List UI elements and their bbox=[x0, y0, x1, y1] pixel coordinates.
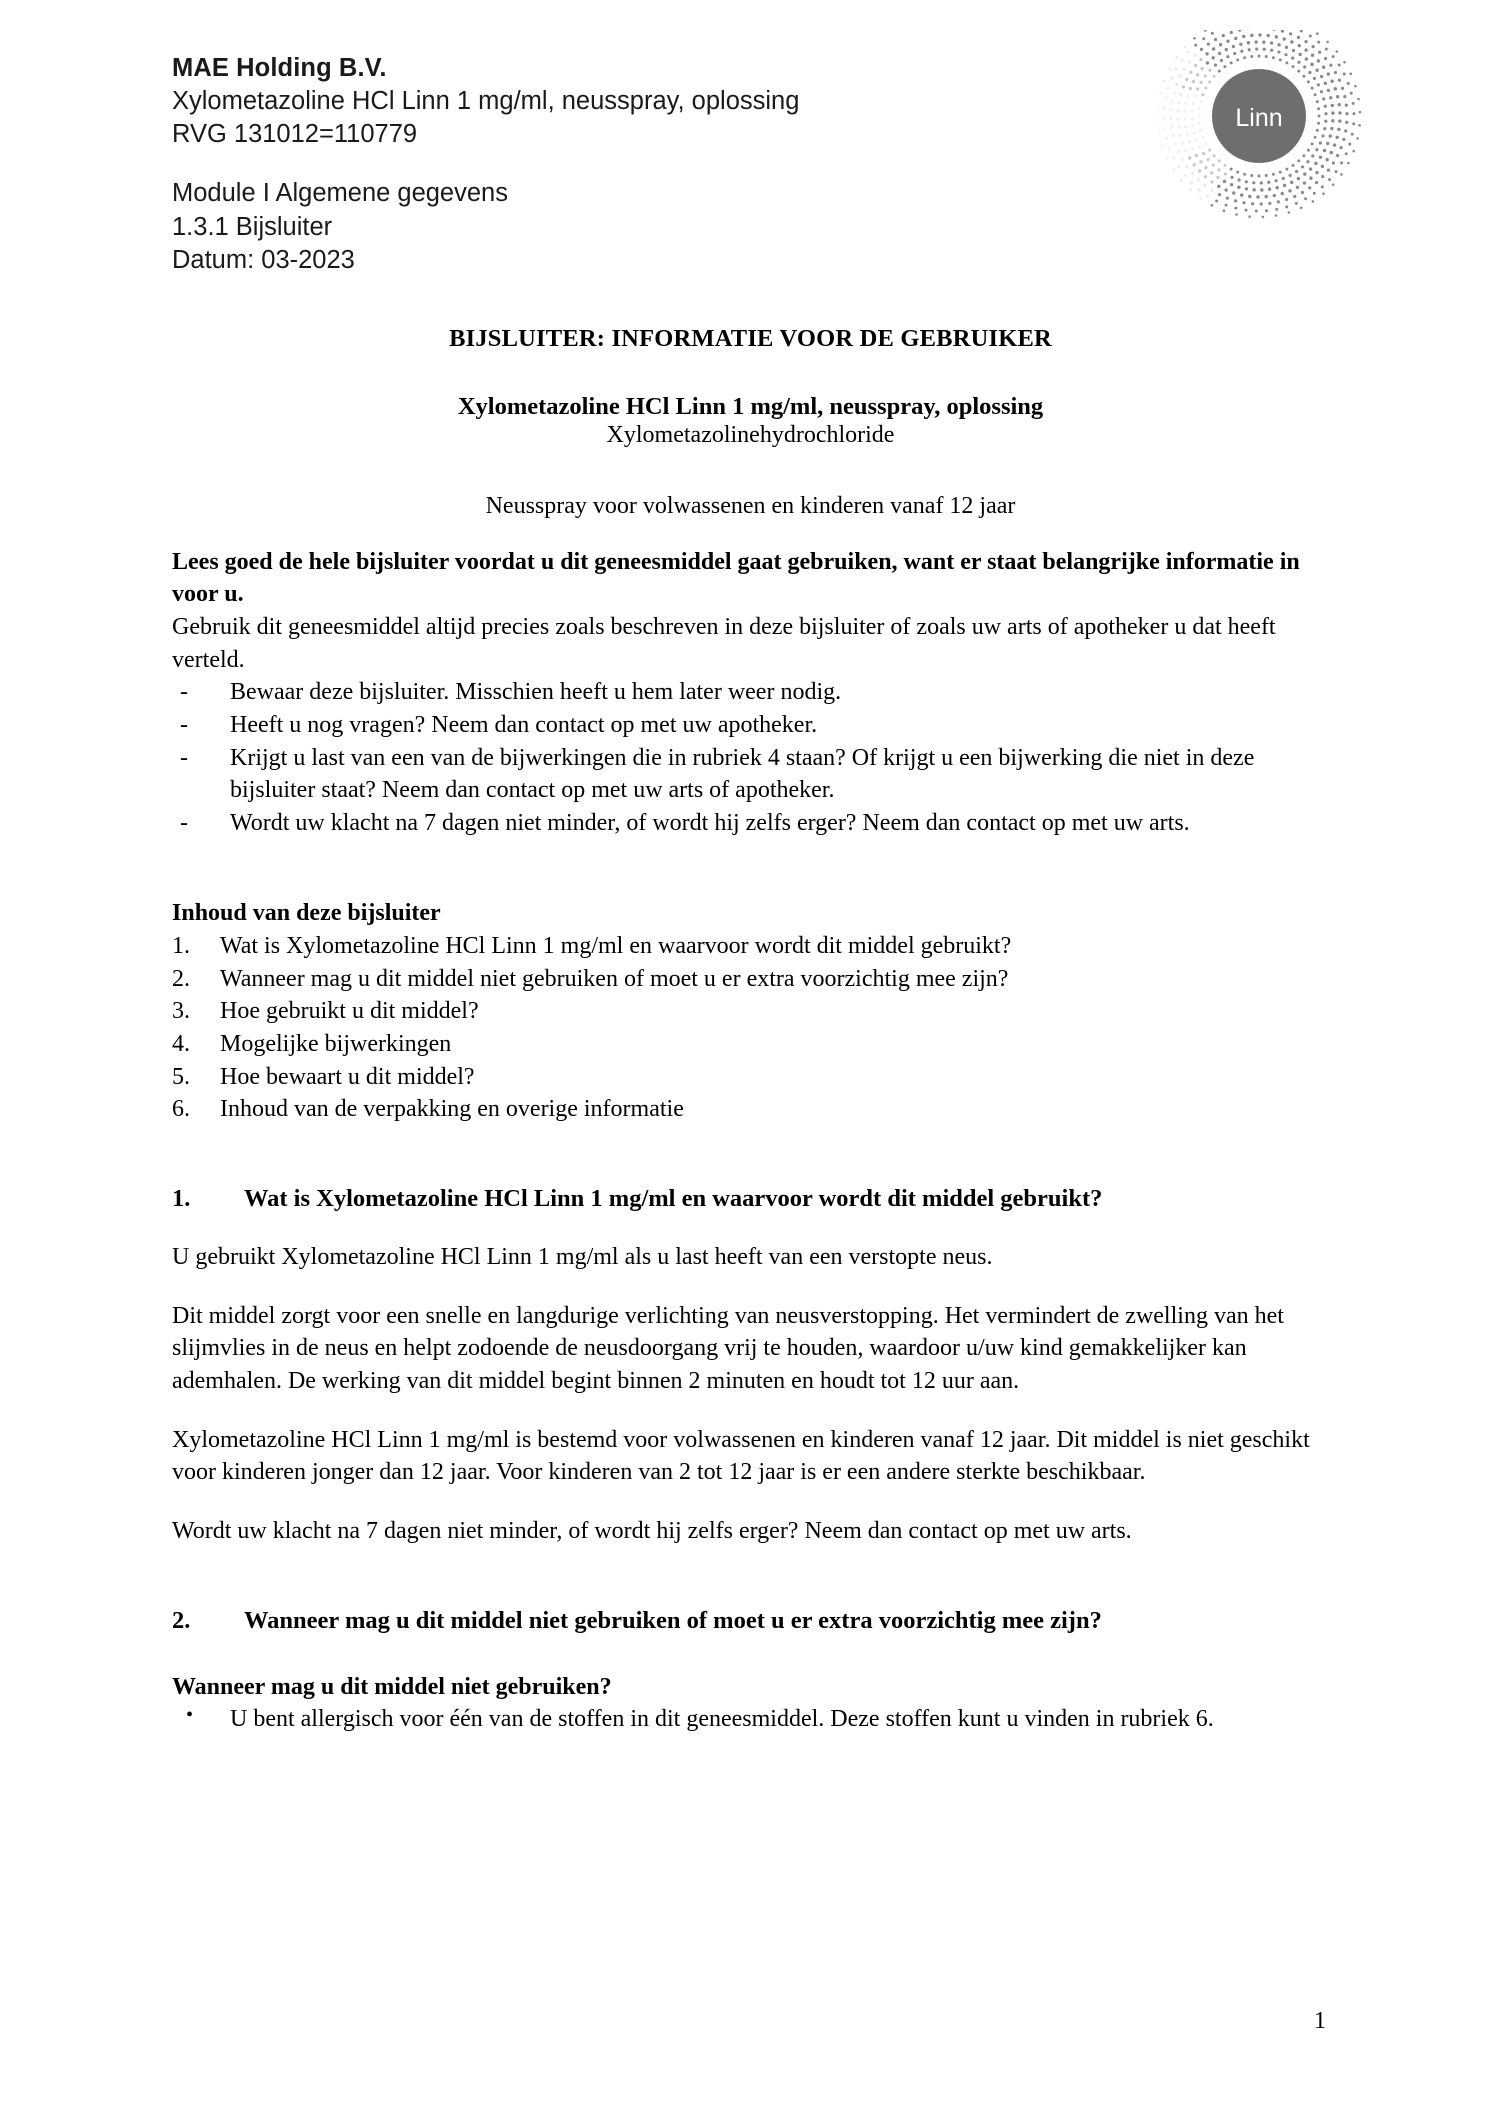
toc-number: 3. bbox=[172, 998, 190, 1025]
product-name-header: Xylometazoline HCl Linn 1 mg/ml, neusspray, oplossing bbox=[172, 87, 800, 116]
list-item-text: Krijgt u last van een van de bijwerkingen die in rubriek 4 staan? Of krijgt u een bijwerking die niet in deze bijsluiter staat? Neem dan contact op met uw arts of apotheker. bbox=[230, 744, 1255, 804]
toc-number: 4. bbox=[172, 1030, 190, 1057]
toc-number: 6. bbox=[172, 1096, 190, 1123]
section-1-number: 1. bbox=[172, 1184, 191, 1212]
section-1-paragraph-3: Xylometazoline HCl Linn 1 mg/ml is bestemd voor volwassenen en kinderen vanaf 12 jaar. Dit middel is niet geschikt voor kinderen jonger dan 12 jaar. Voor kinderen van 2 tot 12 jaar is er een andere sterkte beschikbaar. bbox=[172, 1426, 1310, 1486]
section-2-heading bbox=[172, 1604, 1329, 1637]
list-item-text: Wordt uw klacht na 7 dagen niet minder, of wordt hij zelfs erger? Neem dan contact op met uw arts. bbox=[230, 809, 1190, 836]
logo-text: Linn bbox=[1235, 104, 1283, 132]
section-2-title: Wanneer mag u dit middel niet gebruiken of moet u er extra voorzichtig mee zijn? bbox=[244, 1606, 1102, 1634]
indication-line: Neusspray voor volwassenen en kinderen vanaf 12 jaar bbox=[485, 492, 1016, 519]
list-item bbox=[172, 1093, 1329, 1126]
list-item bbox=[172, 742, 1329, 807]
intro-usage-note: Gebruik dit geneesmiddel altijd precies zoals beschreven in deze bijsluiter of zoals uw arts of apotheker u dat heeft verteld. bbox=[172, 614, 1276, 673]
section-1-heading bbox=[172, 1182, 1329, 1215]
list-item bbox=[172, 1061, 1329, 1094]
section-2-bullet-list bbox=[172, 1703, 1329, 1736]
section-1-paragraph-2: Dit middel zorgt voor een snelle en langdurige verlichting van neusverstopping. Het vermindert de zwelling van het slijmvlies in de neus en helpt zodoende de neusdoorgang vrij te houden, waardoor u/uw kind gemakkelijker kan ademhalen. De werking van dit middel begint binnen 2 minuten en houdt tot 12 uur aan. bbox=[172, 1302, 1284, 1395]
toc-item-label: Mogelijke bijwerkingen bbox=[220, 1030, 452, 1057]
toc-item-label: Wat is Xylometazoline HCl Linn 1 mg/ml en waarvoor wordt dit middel gebruikt? bbox=[220, 933, 1012, 960]
rvg-number: RVG 131012=110779 bbox=[172, 120, 418, 149]
toc-number: 5. bbox=[172, 1063, 190, 1090]
company-name: MAE Holding B.V. bbox=[172, 54, 387, 82]
list-item bbox=[172, 1028, 1329, 1061]
toc-heading: Inhoud van deze bijsluiter bbox=[172, 900, 441, 927]
section-1-paragraph-4: Wordt uw klacht na 7 dagen niet minder, of wordt hij zelfs erger? Neem dan contact op met uw arts. bbox=[172, 1517, 1132, 1544]
section-2-subheading: Wanneer mag u dit middel niet gebruiken? bbox=[172, 1673, 612, 1700]
list-item bbox=[172, 807, 1329, 840]
list-item-text: Bewaar deze bijsluiter. Misschien heeft u hem later weer nodig. bbox=[230, 679, 842, 706]
bullet-marker: • bbox=[186, 1704, 194, 1727]
dash-marker: - bbox=[180, 711, 188, 738]
list-item bbox=[172, 1703, 1329, 1736]
list-item bbox=[172, 676, 1329, 709]
section-1-title: Wat is Xylometazoline HCl Linn 1 mg/ml en waarvoor wordt dit middel gebruikt? bbox=[244, 1184, 1103, 1212]
intro-block bbox=[172, 546, 1329, 1736]
toc-list bbox=[172, 930, 1329, 1126]
toc-item-label: Hoe gebruikt u dit middel? bbox=[220, 998, 479, 1025]
dash-marker: - bbox=[180, 679, 188, 706]
document-date: Datum: 03-2023 bbox=[172, 245, 355, 274]
dash-marker: - bbox=[180, 809, 188, 836]
toc-item-label: Wanneer mag u dit middel niet gebruiken of moet u er extra voorzichtig mee zijn? bbox=[220, 965, 1009, 992]
linn-logo bbox=[1154, 30, 1364, 240]
section-2-number: 2. bbox=[172, 1606, 191, 1634]
leaflet-heading: BIJSLUITER: INFORMATIE VOOR DE GEBRUIKER bbox=[449, 324, 1052, 352]
product-title: Xylometazoline HCl Linn 1 mg/ml, neusspray, oplossing bbox=[457, 392, 1044, 420]
list-item-text: Heeft u nog vragen? Neem dan contact op met uw apotheker. bbox=[230, 711, 818, 738]
page-number: 1 bbox=[1314, 2008, 1326, 2034]
list-item-text: U bent allergisch voor één van de stoffen in dit geneesmiddel. Deze stoffen kunt u vinden in rubriek 6. bbox=[230, 1706, 1214, 1733]
toc-number: 1. bbox=[172, 933, 190, 960]
toc-item-label: Hoe bewaart u dit middel? bbox=[220, 1063, 475, 1090]
inn-name: Xylometazolinehydrochloride bbox=[606, 421, 895, 448]
list-item bbox=[172, 709, 1329, 742]
toc-number: 2. bbox=[172, 965, 190, 992]
list-item bbox=[172, 930, 1329, 963]
section-1-paragraph-1: U gebruikt Xylometazoline HCl Linn 1 mg/ml als u last heeft van een verstopte neus. bbox=[172, 1244, 993, 1271]
toc-item-label: Inhoud van de verpakking en overige informatie bbox=[220, 1096, 684, 1123]
list-item bbox=[172, 963, 1329, 996]
list-item bbox=[172, 995, 1329, 1028]
dash-marker: - bbox=[180, 744, 188, 771]
intro-bold-lead: Lees goed de hele bijsluiter voordat u dit geneesmiddel gaat gebruiken, want er staat belangrijke informatie in voor u. bbox=[172, 548, 1300, 608]
intro-dash-list bbox=[172, 676, 1329, 839]
section-reference: 1.3.1 Bijsluiter bbox=[172, 212, 333, 241]
module-label: Module I Algemene gegevens bbox=[172, 179, 508, 208]
